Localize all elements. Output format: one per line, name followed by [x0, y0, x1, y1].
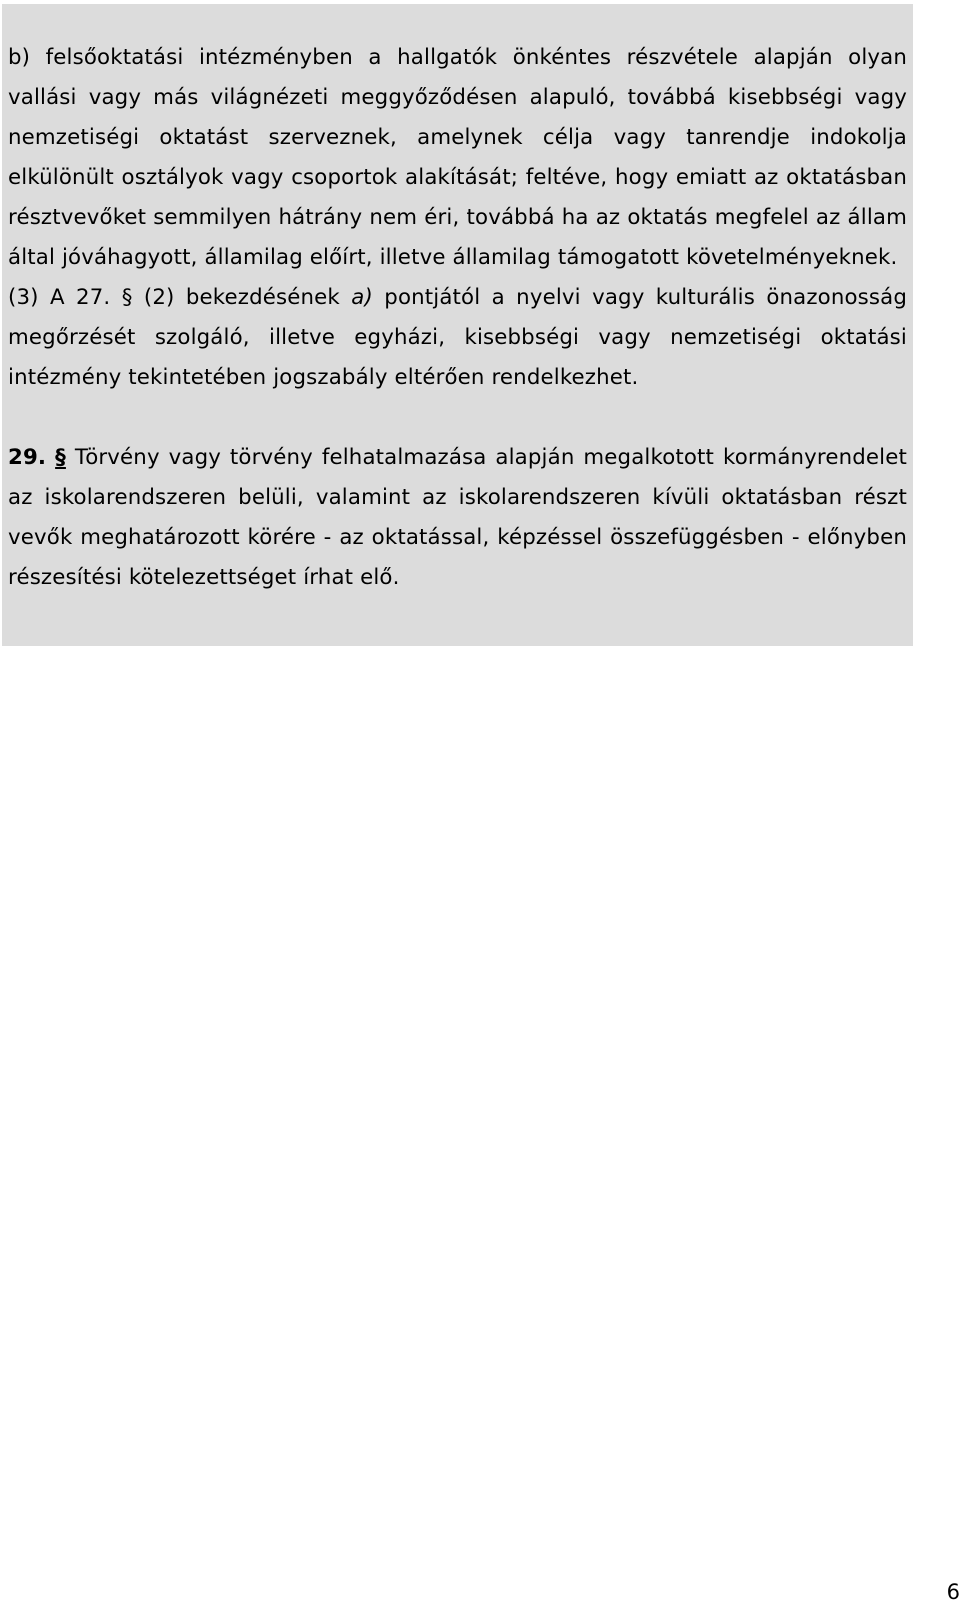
paragraph-b: b) felsőoktatási intézményben a hallgatók önkéntes részvétele alapján olyan vallási vagy más világnézeti meggyőződésen alapuló, továbbá kisebbségi vagy nemzetiségi oktatást szerveznek, amelynek célja vagy tanrendje indokolja elkülönült osztályok vagy csoportok alakítását; feltéve, hogy emiatt az oktatásban résztvevőket semmilyen hátrány nem éri, továbbá ha az oktatás megfelel az állam által jóváhagyott, államilag előírt, illetve államilag támogatott követelményeknek. [8, 45, 907, 270]
paragraph-3-text-after: pontjától a nyelvi vagy kulturális önazonosság megőrzését szolgáló, illetve egyházi, kisebbségi vagy nemzetiségi oktatási intézmény tekintetében jogszabály eltérően rendelkezhet. [8, 285, 908, 390]
page-number: 6 [946, 1580, 960, 1604]
section-29-number: 29. [8, 445, 47, 470]
section-29-text: Törvény vagy törvény felhatalmazása alapján megalkotott kormányrendelet az iskolarendszeren belüli, valamint az iskolarendszeren kívüli oktatásban részt vevők meghatározott körére - az oktatással, képzéssel összefüggésben - előnyben részesítési kötelezettséget írhat elő. [8, 445, 907, 590]
section-sign-icon: § [121, 285, 133, 310]
section-29-sign-icon: § [55, 445, 66, 470]
paragraph-3 [8, 278, 907, 398]
document-body [2, 4, 913, 646]
paragraph-3-text-before: (2) bekezdésének [143, 285, 340, 310]
section-29 [8, 438, 907, 598]
paragraph-3-lead: (3) A 27. [8, 285, 111, 310]
paragraph-3-italic-ref: a) [351, 285, 373, 310]
paragraph-spacer [8, 398, 907, 438]
